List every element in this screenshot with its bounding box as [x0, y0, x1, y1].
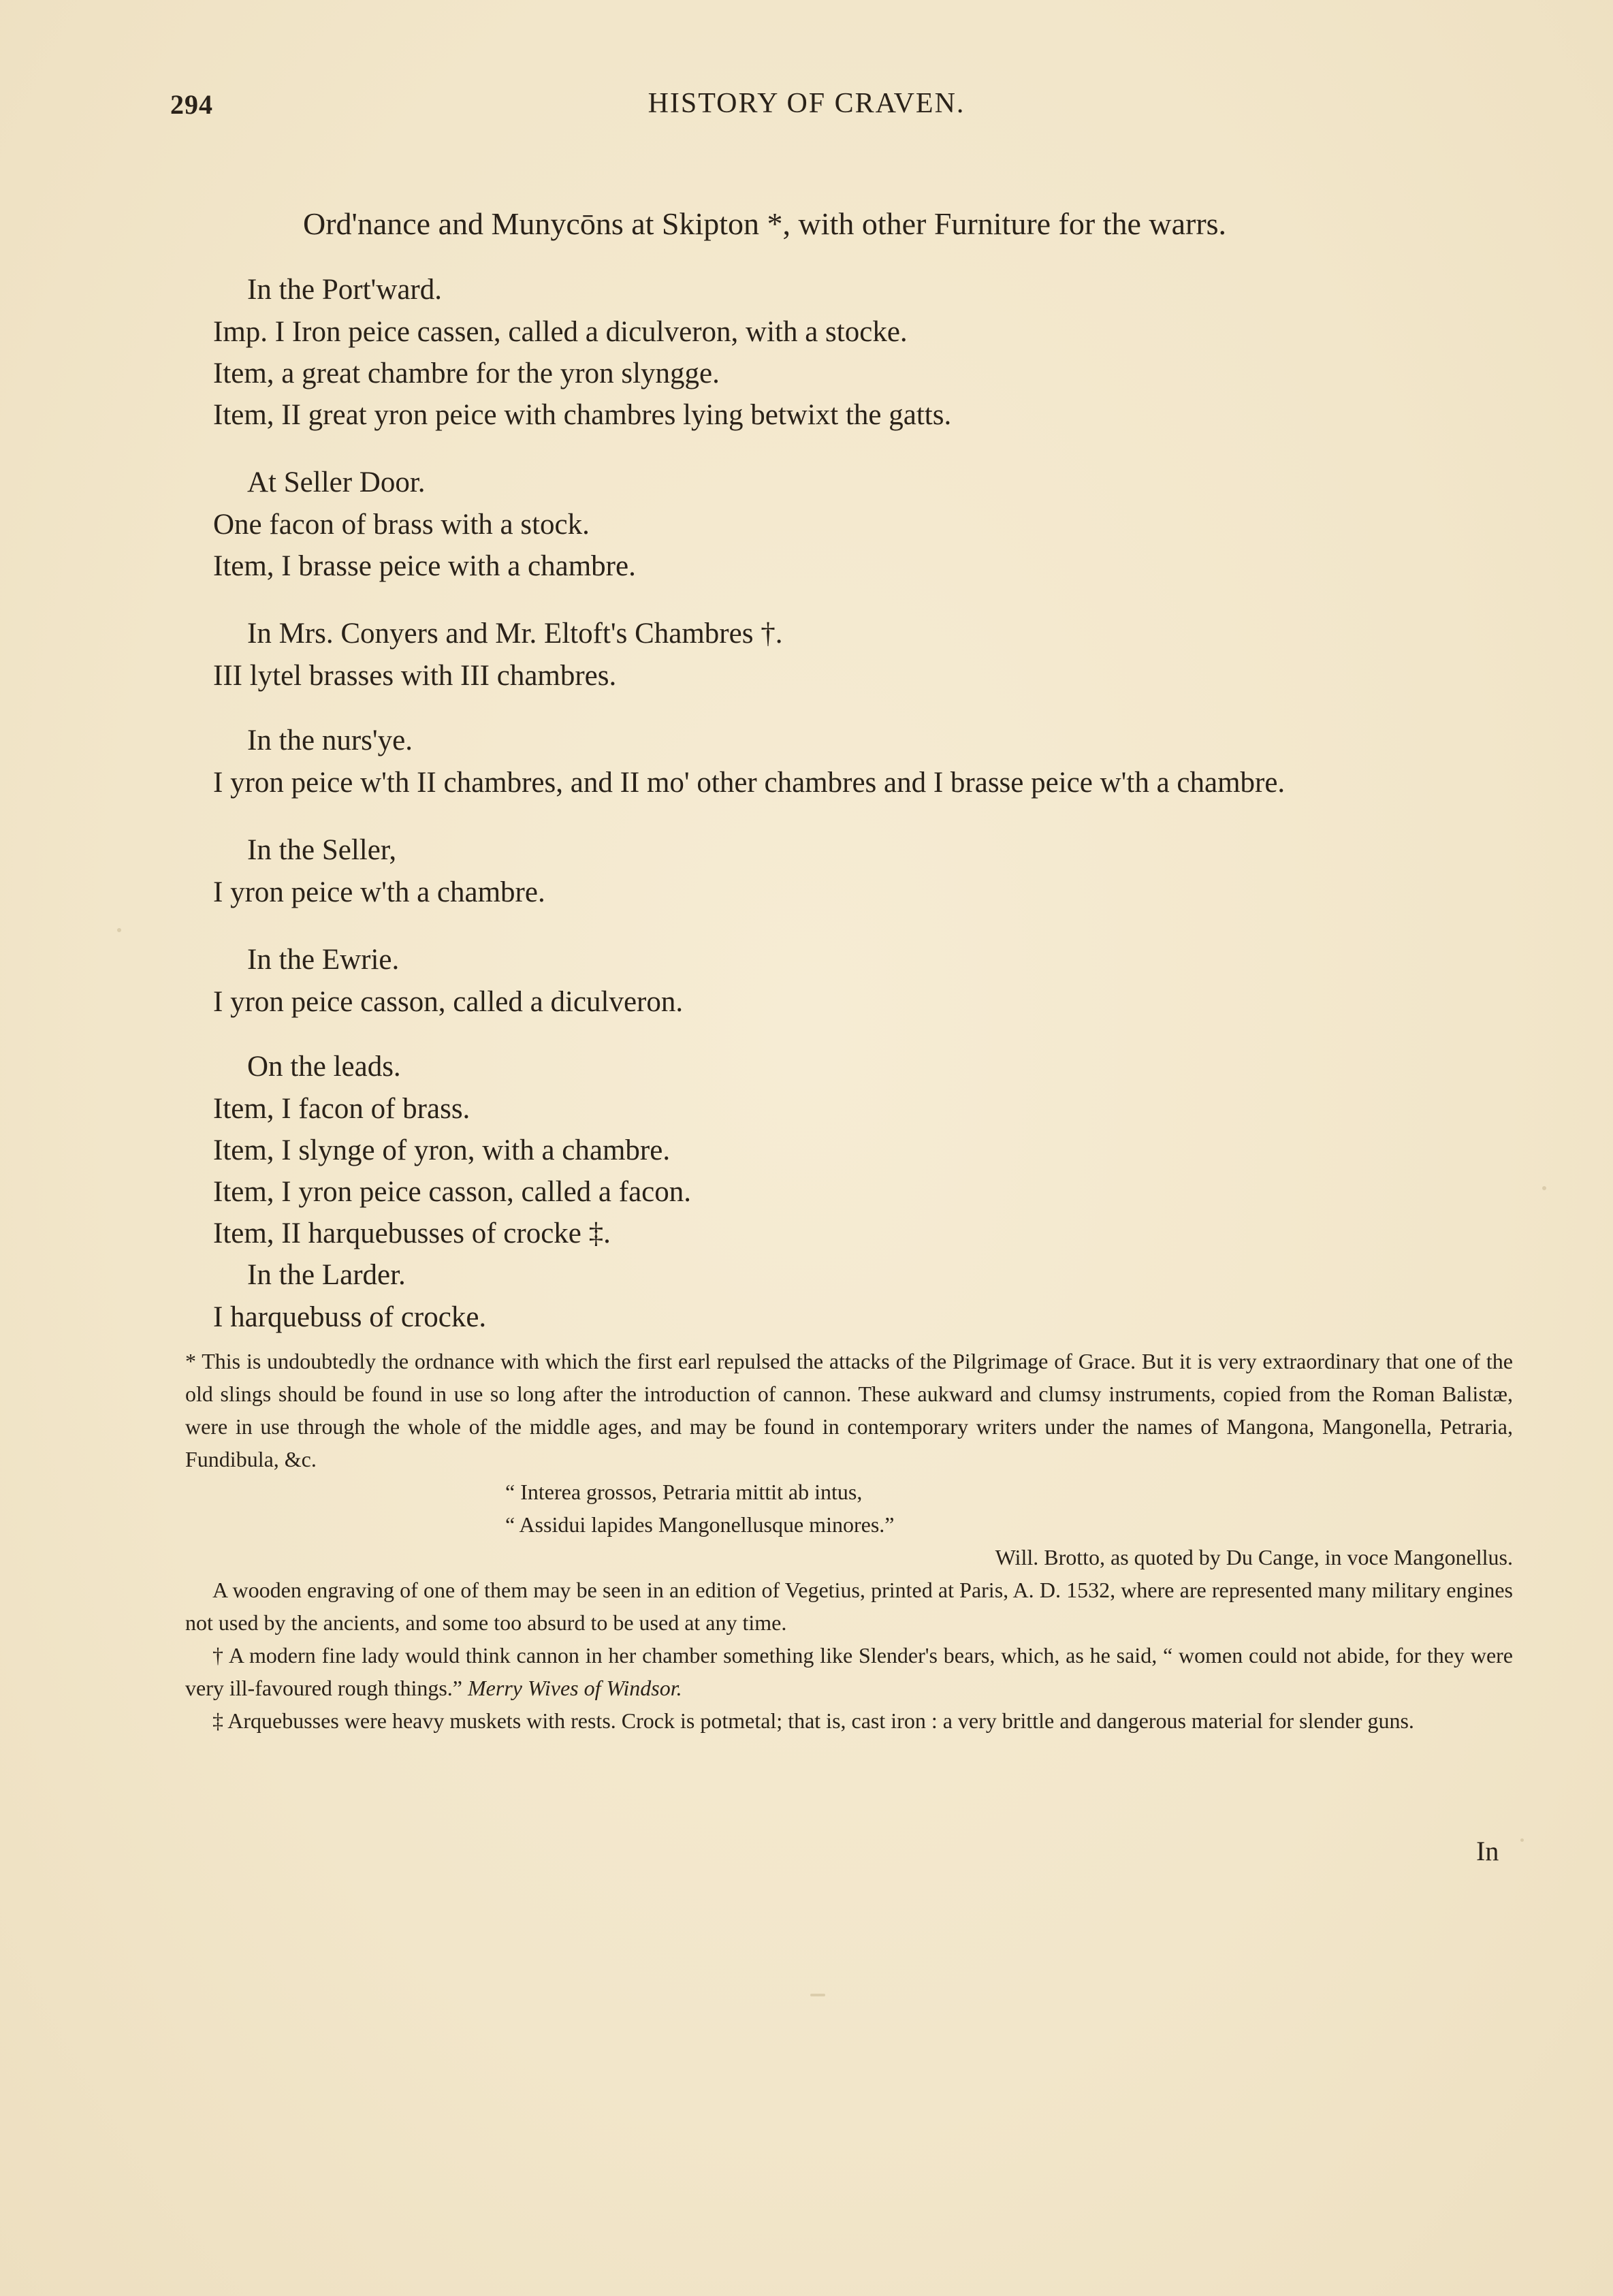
verse-line: “ Assidui lapides Mangonellusque minores.”: [505, 1512, 895, 1537]
verse-attribution: Will. Brotto, as quoted by Du Cange, in voce Mangonellus.: [995, 1545, 1513, 1569]
section-heading: In the Ewrie.: [247, 944, 400, 976]
inventory-line: Item, II harquebusses of crocke ‡.: [213, 1217, 611, 1249]
section-portward: [213, 269, 1507, 436]
inventory-line: I harquebuss of crocke.: [213, 1301, 487, 1333]
section-heading: In the Seller,: [247, 834, 397, 866]
inventory-line: III lytel brasses with III chambres.: [213, 660, 617, 692]
footnote-star-continued: A wooden engraving of one of them may be seen in an edition of Vegetius, printed at Paris, A. D. 1532, where are represented many military engines not used by the ancients, and some too absurd to be used at any time.: [185, 1578, 1513, 1635]
paper-speck: [1520, 1838, 1524, 1842]
section-nursery: [213, 720, 1507, 803]
inventory-line: One facon of brass with a stock.: [213, 509, 590, 541]
section-heading: In the nurs'ye.: [247, 724, 413, 756]
paper-speck: [810, 1994, 825, 1996]
inventory-line: I yron peice w'th II chambres, and II mo' other chambres and I brasse peice w'th a chambre.: [213, 767, 1285, 799]
section-leads: [213, 1046, 1507, 1254]
section-heading: In the Larder.: [247, 1259, 406, 1291]
page-number: 294: [170, 89, 213, 120]
paper-speck: [117, 928, 121, 932]
inventory-line: Item, II great yron peice with chambres lying betwixt the gatts.: [213, 399, 952, 431]
footnote-dagger: [185, 1639, 1513, 1704]
footnotes: [185, 1345, 1513, 1737]
inventory-line: Imp. I Iron peice cassen, called a diculveron, with a stocke.: [213, 316, 908, 348]
inventory-line: Item, I facon of brass.: [213, 1093, 470, 1125]
inventory-list: [213, 269, 1507, 1338]
inventory-line: I yron peice w'th a chambre.: [213, 876, 545, 908]
section-heading: In Mrs. Conyers and Mr. Eltoft's Chambres †.: [247, 618, 783, 650]
paper-speck: [1542, 1186, 1546, 1190]
section-ewrie: [213, 939, 1507, 1023]
footnote-star: * This is undoubtedly the ordnance with which the first earl repulsed the attacks of the Pilgrimage of Grace. But it is very extraordinary that one of the old slings should be found in use so long after the introduction of cannon. These aukward and clumsy instruments, copied from the Roman Balistæ, were in use through the whole of the middle ages, and may be found in contemporary writers under the names of Mangona, Mangonella, Petraria, Fundibula, &c.: [185, 1349, 1513, 1471]
section-larder: [213, 1254, 1507, 1338]
footnote-dagger-text: † A modern fine lady would think cannon in her chamber something like Slender's bears, which, as he said, “ women could not abide, for they were very ill-favoured rough things.”: [185, 1643, 1513, 1700]
catchword: In: [1476, 1836, 1499, 1866]
section-heading: On the leads.: [247, 1051, 401, 1083]
running-title: HISTORY OF CRAVEN.: [648, 88, 965, 119]
section-seller: [213, 829, 1507, 913]
footnote-dagger-source: Merry Wives of Windsor.: [468, 1676, 682, 1700]
inventory-line: I yron peice casson, called a diculveron.: [213, 986, 684, 1018]
section-heading: At Seller Door.: [247, 466, 426, 498]
inventory-line: Item, a great chambre for the yron slyngge.: [213, 357, 720, 389]
footnote-double-dagger: ‡ Arquebusses were heavy muskets with rests. Crock is potmetal; that is, cast iron : a very brittle and dangerous material for slender guns.: [212, 1708, 1414, 1733]
inventory-line: Item, I slynge of yron, with a chambre.: [213, 1134, 671, 1166]
inventory-title: Ord'nance and Munycōns at Skipton *, with other Furniture for the warrs.: [303, 206, 1227, 241]
inventory-line: Item, I yron peice casson, called a facon.: [213, 1176, 692, 1208]
verse-line: “ Interea grossos, Petraria mittit ab intus,: [505, 1480, 863, 1504]
section-chambres: [213, 613, 1507, 697]
inventory-line: Item, I brasse peice with a chambre.: [213, 550, 636, 582]
section-heading: In the Port'ward.: [247, 274, 442, 306]
section-seller-door: [213, 462, 1507, 587]
